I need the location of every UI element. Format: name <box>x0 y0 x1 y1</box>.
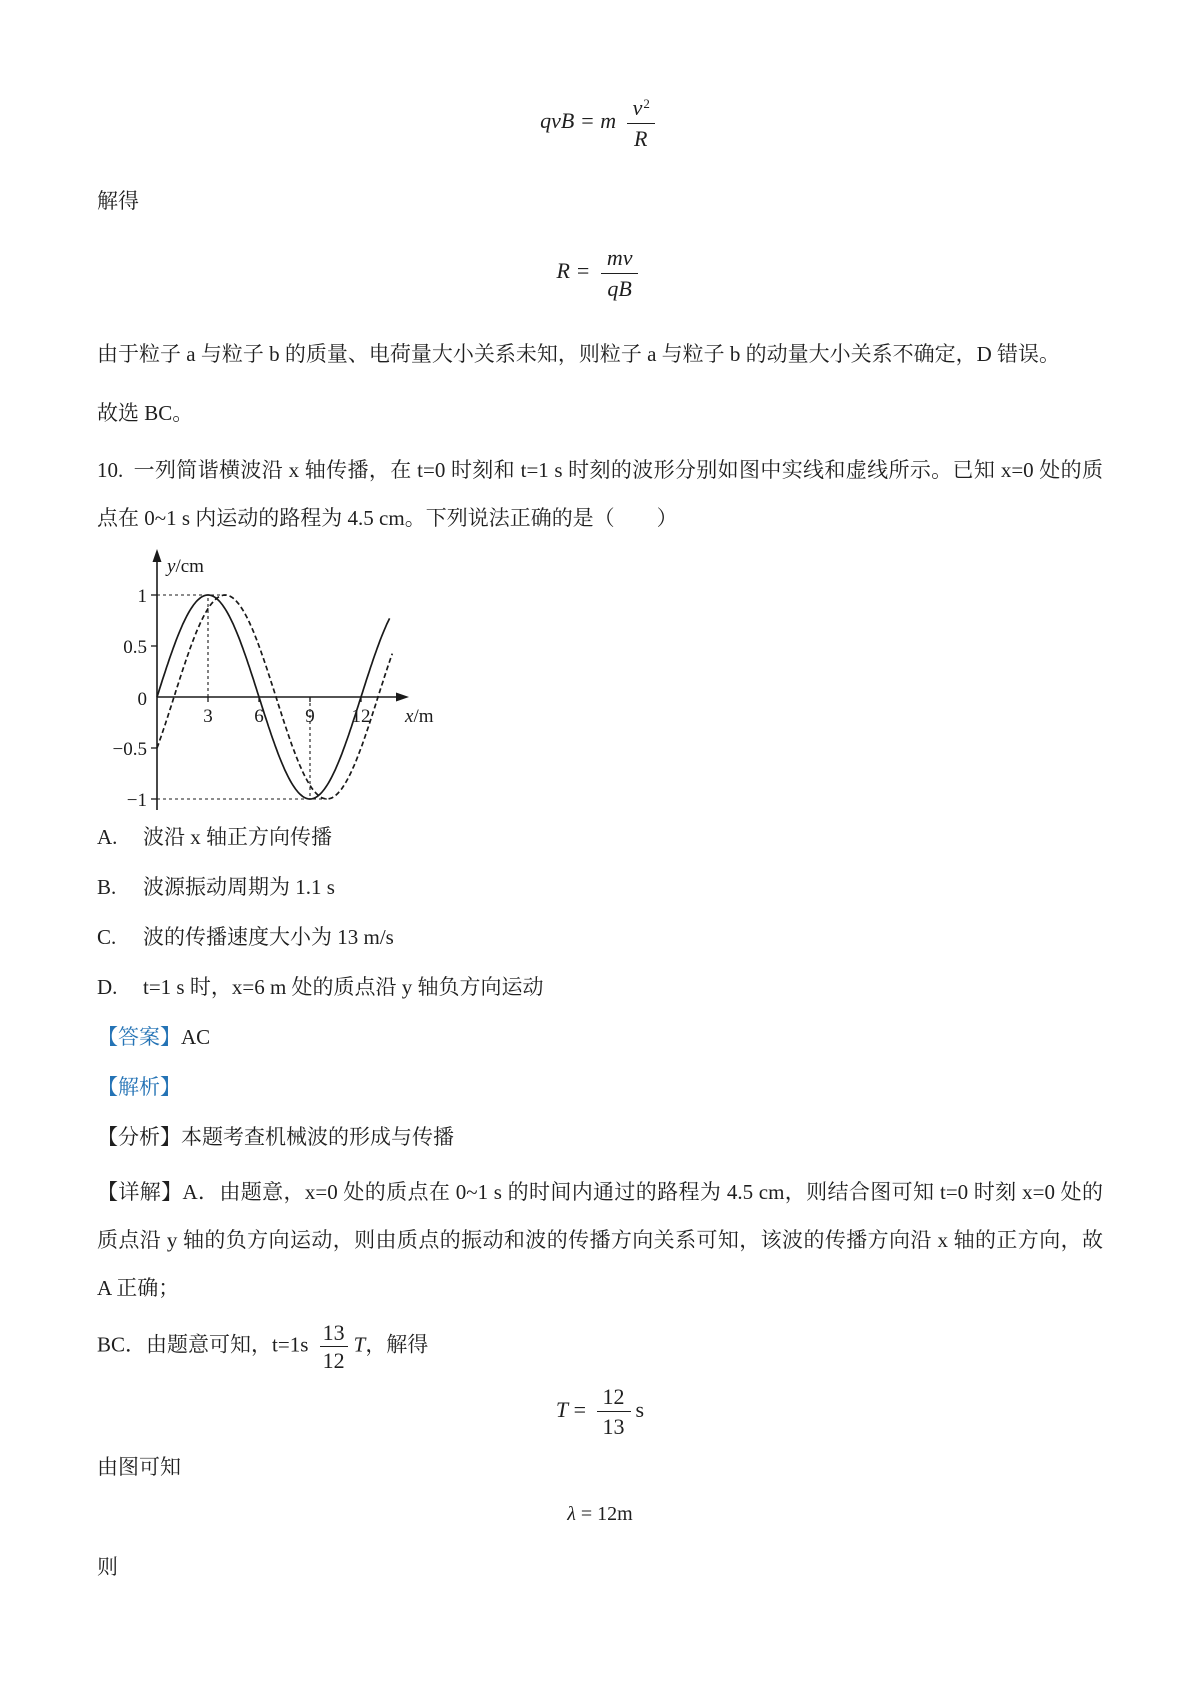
option-d-text: t=1 s 时，x=6 m 处的质点沿 y 轴负方向运动 <box>143 975 544 999</box>
detail-bc-T: T <box>353 1332 366 1357</box>
answer-line <box>97 1020 1103 1054</box>
superscript-2: 2 <box>643 96 650 112</box>
detail-part-a: A．由题意，x=0 处的质点在 0~1 s 的时间内通过的路程为 4.5 cm，则结合图可知 t=0 时刻 x=0 处的质点沿 y 轴的负方向运动，则由质点的振动和波的传播方向关系可知，该波的传播方向沿 x 轴的正方向，故 A 正确； <box>97 1180 1104 1300</box>
paragraph-momentum: 由于粒子 a 与粒子 b 的质量、电荷量大小关系未知，则粒子 a 与粒子 b 的动量大小关系不确定，D 错误。 <box>97 342 1061 366</box>
solve-label: 解得 <box>97 189 139 213</box>
equation-period: T = $\frac{12}{13}$ s <box>555 1383 645 1440</box>
svg-text:x/m: x/m <box>405 706 434 727</box>
detail-label: 【详解】 <box>97 1180 183 1204</box>
option-c-text: 波的传播速度大小为 13 m/s <box>143 925 394 949</box>
option-c-label: C. <box>97 925 117 949</box>
from-figure-label: 由图可知 <box>97 1454 181 1479</box>
option-d <box>97 970 1103 1004</box>
svg-text:12: 12 <box>351 706 371 727</box>
detail-paragraph <box>97 1168 1103 1312</box>
fraction-12-over-13: $\frac{12}{13}$ <box>597 1384 631 1440</box>
option-a-label: A. <box>97 825 118 849</box>
question-10 <box>97 446 1103 542</box>
paragraph-choose-bc: 故选 BC。 <box>97 401 194 425</box>
svg-text:9: 9 <box>305 706 315 727</box>
svg-text:0: 0 <box>137 689 147 710</box>
svg-text:0.5: 0.5 <box>123 637 147 658</box>
option-c <box>97 920 1103 954</box>
detail-bc-post: ，解得 <box>365 1332 429 1357</box>
question-text: 一列简谐横波沿 x 轴传播，在 t=0 时刻和 t=1 s 时刻的波形分别如图中实线和虚线所示。已知 x=0 处的质点在 0~1 s 内运动的路程为 4.5 cm。下列说法正确的是（ ） <box>97 458 1103 530</box>
option-d-label: D. <box>97 975 118 999</box>
analysis-header: 【解析】 <box>97 1075 181 1099</box>
answer-value: AC <box>181 1025 211 1049</box>
option-b-text: 波源振动周期为 1.1 s <box>143 875 335 899</box>
analysis-text: 本题考查机械波的形成与传播 <box>181 1125 454 1149</box>
fraction-v2-over-R: $\frac{v^2}{R}$ <box>627 95 655 151</box>
equation-radius-lhs: R = <box>556 258 591 284</box>
answer-label: 【答案】 <box>97 1025 181 1049</box>
equation-qvb-lhs: qvB = m <box>540 108 617 134</box>
equation-qvb <box>97 86 1103 160</box>
svg-text:y/cm: y/cm <box>167 556 204 577</box>
option-b-label: B. <box>97 875 117 899</box>
svg-text:1: 1 <box>137 586 147 607</box>
then-label: 则 <box>97 1554 118 1579</box>
svg-text:−0.5: −0.5 <box>112 739 147 760</box>
option-a <box>97 820 1103 854</box>
svg-text:3: 3 <box>203 706 213 727</box>
svg-text:−1: −1 <box>126 790 147 811</box>
fraction-mv-over-qB: $\frac{mv}{qB}$ <box>601 245 639 301</box>
detail-bc-pre: BC．由题意可知，t=1s <box>97 1332 309 1357</box>
analysis-label: 【分析】 <box>97 1125 181 1149</box>
detail-bc-line <box>97 1320 1103 1374</box>
option-a-text: 波沿 x 轴正方向传播 <box>143 825 332 849</box>
equation-wavelength: λ = 12m <box>567 1502 633 1525</box>
option-b <box>97 870 1103 904</box>
waveform-figure <box>99 548 1103 816</box>
svg-text:6: 6 <box>254 706 264 727</box>
equation-radius <box>97 236 1103 310</box>
question-number: 10. <box>97 458 124 482</box>
waveform-plot <box>99 548 519 816</box>
analysis-line <box>97 1120 1103 1154</box>
fraction-13-over-12: $\frac{13}{12}$ <box>320 1320 348 1374</box>
